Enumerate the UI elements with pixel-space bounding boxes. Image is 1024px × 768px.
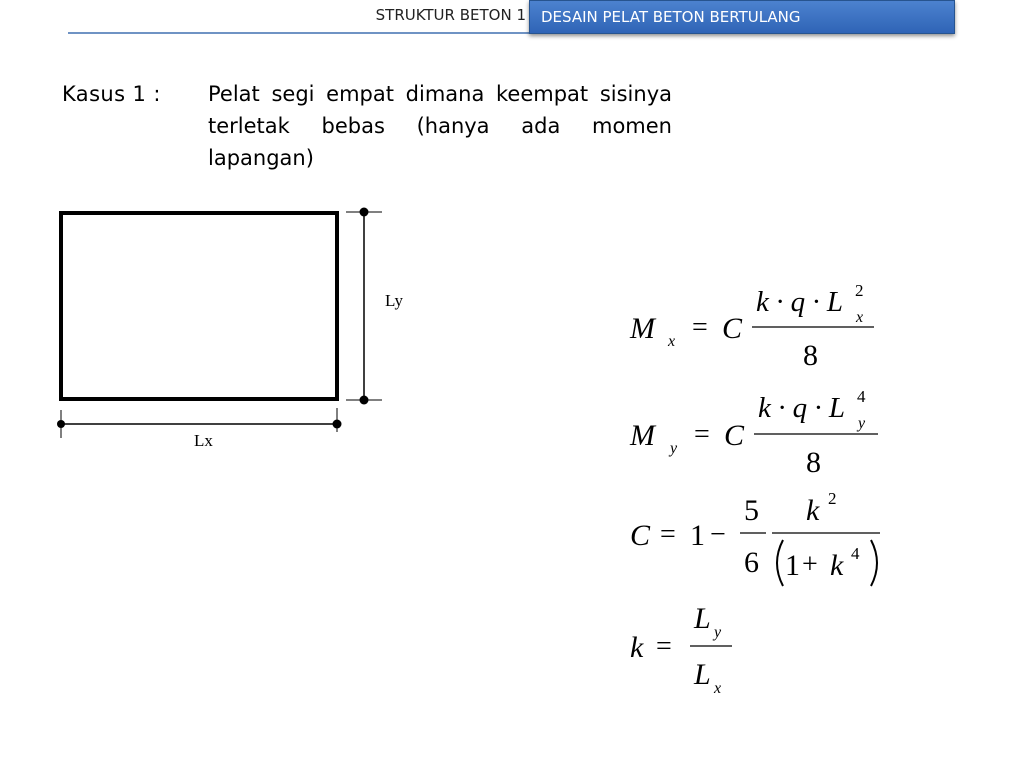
c-left-paren (777, 540, 783, 586)
k-equals: = (656, 631, 672, 662)
mx-numerator-sup: 2 (855, 281, 864, 300)
mx-c: C (722, 312, 743, 345)
ly-label: Ly (385, 291, 403, 310)
formula-k (630, 602, 732, 697)
case-description: Pelat segi empat dimana keempat sisinya terletak bebas (hanya ada momen lapangan) (208, 82, 672, 170)
c-equals: = (660, 519, 676, 550)
mx-numerator: k · q · L (756, 286, 843, 318)
course-title: STRUKTUR BETON 1 (375, 6, 526, 24)
my-numerator: k · q · L (758, 392, 845, 424)
my-c: C (724, 419, 745, 452)
c-k-sup: 2 (828, 489, 837, 508)
c-k: k (806, 494, 820, 527)
formula-c (630, 489, 880, 586)
c-one: 1 (690, 519, 705, 552)
my-equals: = (694, 419, 710, 450)
c-den-k-sup: 4 (851, 544, 860, 563)
mx-denominator: 8 (803, 339, 818, 372)
lx-label: Lx (194, 431, 213, 450)
k-denominator-l: L (694, 658, 711, 691)
c-right-paren (871, 540, 877, 586)
k-symbol: k (630, 631, 644, 664)
mx-numerator-sub: x (856, 309, 864, 326)
c-den-k: k (830, 549, 844, 582)
k-numerator-sub: y (714, 624, 722, 641)
mx-subscript: x (668, 333, 676, 350)
formula-my (629, 387, 878, 479)
c-minus: − (710, 519, 726, 550)
topic-tab: DESAIN PELAT BETON BERTULANG (529, 0, 955, 34)
my-symbol: M (630, 419, 655, 452)
c-five: 5 (744, 494, 759, 527)
c-den-one: 1 (785, 549, 800, 582)
my-numerator-sub: y (858, 415, 866, 432)
k-numerator-l: L (694, 602, 711, 635)
my-denominator: 8 (806, 446, 821, 479)
mx-symbol: M (630, 312, 655, 345)
my-subscript: y (670, 440, 678, 457)
formula-mx (629, 281, 874, 372)
c-symbol: C (630, 519, 651, 552)
k-denominator-sub: x (714, 680, 722, 697)
case-label: Kasus 1 : (62, 82, 161, 106)
mx-equals: = (692, 312, 708, 343)
c-six: 6 (744, 546, 759, 579)
my-numerator-sup: 4 (857, 387, 866, 406)
c-plus: + (802, 549, 818, 580)
